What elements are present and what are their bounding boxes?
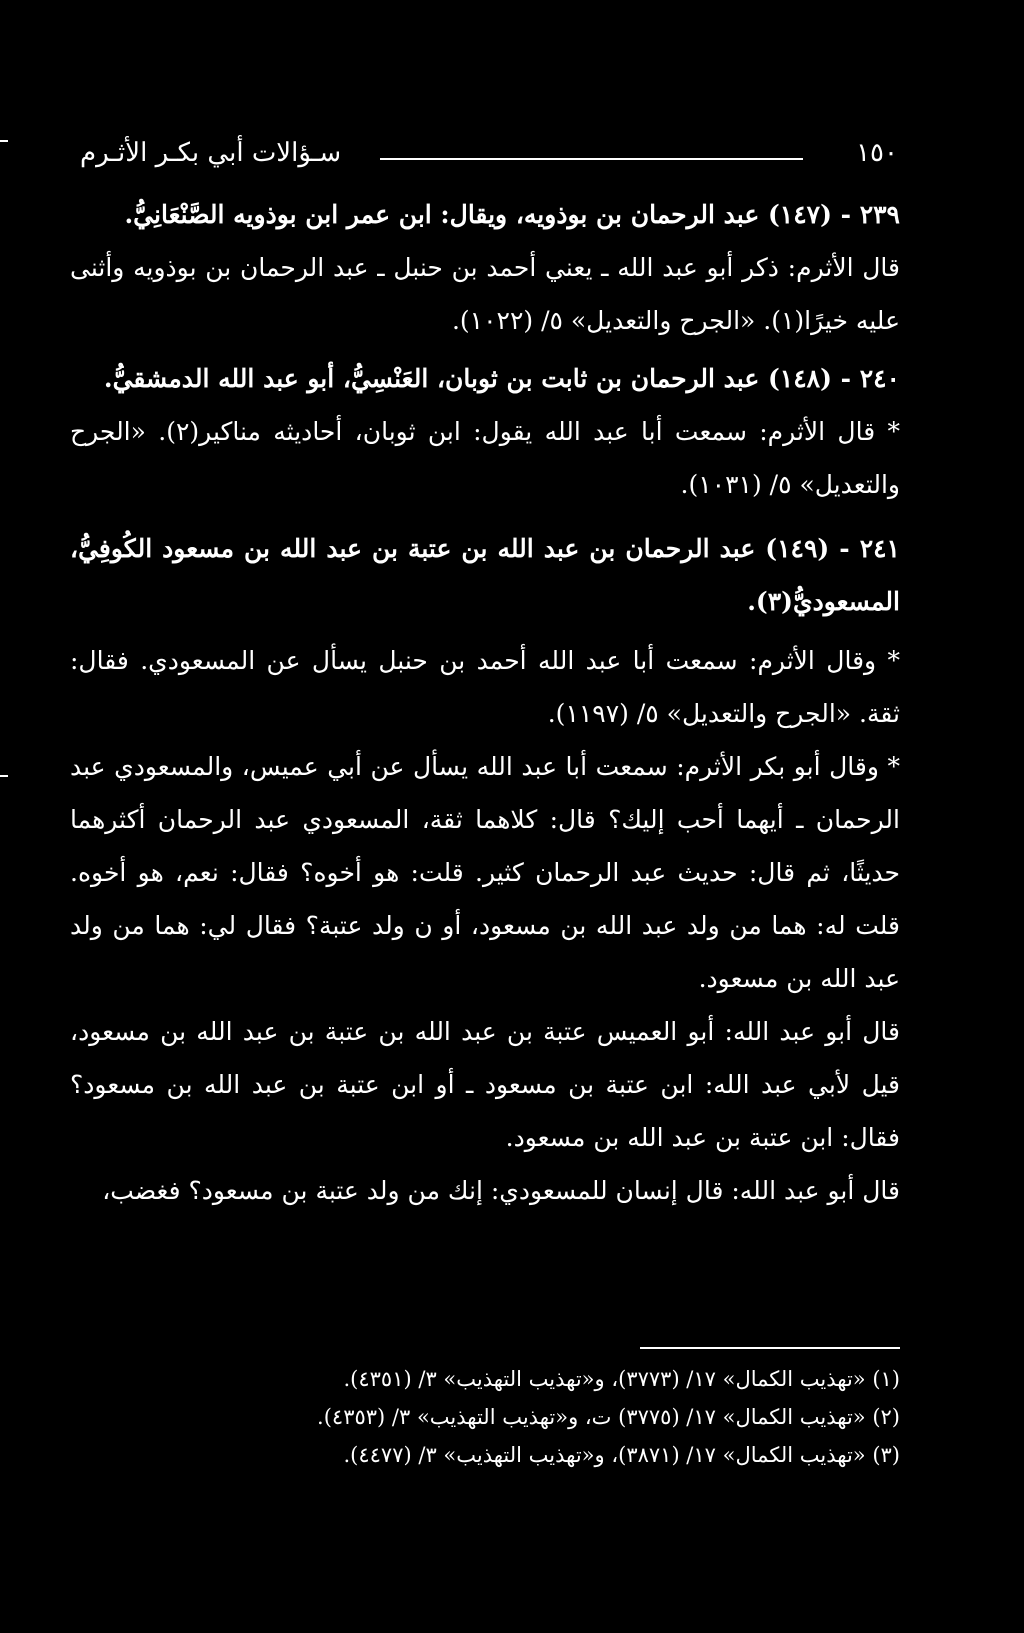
footnotes — [250, 1360, 900, 1474]
entry-heading: ٢٤٠ - (١٤٨) عبد الرحمان بن ثابت بن ثوبان، العَنْسِيُّ، أبو عبد الله الدمشقيُّ. — [103, 364, 900, 393]
entry-paragraph: * وقال الأثرم: سمعت أبا عبد الله أحمد بن حنبل يسأل عن المسعودي. فقال: ثقة. «الجرح والتعديل» ٥/ (١١٩٧). — [70, 646, 900, 728]
running-header — [80, 138, 898, 182]
footnote: (٣) «تهذيب الكمال» ١٧/ (٣٨٧١)، و«تهذيب التهذيب» ٣/ (٤٤٧٧). — [343, 1443, 900, 1467]
entry-paragraph: قال أبو عبد الله: قال إنسان للمسعودي: إنك من ولد عتبة بن مسعود؟ فغضب، — [102, 1176, 900, 1205]
entry-paragraph: * قال الأثرم: سمعت أبا عبد الله يقول: ابن ثوبان، أحاديثه مناكير(٢). «الجرح والتعديل» ٥/ (١٠٣١). — [70, 417, 900, 499]
page-edge-mark — [0, 140, 8, 142]
footnote-separator — [640, 1347, 900, 1349]
entry-heading: ٢٤١ - (١٤٩) عبد الرحمان بن عبد الله بن عتبة بن عبد الله بن مسعود الكُوفِيُّ، المسعوديُّ(٣). — [70, 534, 900, 616]
entry-paragraph: قال الأثرم: ذكر أبو عبد الله ـ يعني أحمد بن حنبل ـ عبد الرحمان بن بوذويه وأثنى عليه خيرًا(١). «الجرح والتعديل» ٥/ (١٠٢٢). — [70, 253, 900, 335]
entry-241 — [70, 522, 900, 1217]
entry-239 — [70, 188, 900, 347]
entry-paragraph: قال أبو عبد الله: أبو العميس عتبة بن عبد الله بن عتبة بن عبد الله بن مسعود، قيل لأبي عبد الله: ابن عتبة بن مسعود ـ أو ابن عتبة بن عبد الله بن مسعود؟ فقال: ابن عتبة بن عبد الله بن مسعود. — [70, 1017, 900, 1152]
page-number: ١٥٠ — [856, 138, 898, 168]
entry-240 — [70, 352, 900, 511]
page-edge-mark — [0, 775, 8, 777]
entry-paragraph: * وقال أبو بكر الأثرم: سمعت أبا عبد الله يسأل عن أبي عميس، والمسعودي عبد الرحمان ـ أيهما أحب إليك؟ قال: كلاهما ثقة، المسعودي عبد الرحمان أكثرهما حديثًا، ثم قال: حديث عبد الرحمان كثير. قلت: هو أخوه؟ فقال: نعم، هو أخوه. قلت له: هما من ولد عبد الله بن مسعود، أو ن ولد عتبة؟ فقال لي: هما من ولد عبد الله بن مسعود. — [70, 752, 900, 993]
header-rule — [380, 158, 803, 160]
footnote: (١) «تهذيب الكمال» ١٧/ (٣٧٧٣)، و«تهذيب التهذيب» ٣/ (٤٣٥١). — [343, 1367, 900, 1391]
entry-heading: ٢٣٩ - (١٤٧) عبد الرحمان بن بوذويه، ويقال: ابن عمر ابن بوذويه الصَّنْعَانِيُّ. — [124, 200, 900, 229]
footnote: (٢) «تهذيب الكمال» ١٧/ (٣٧٧٥) ت، و«تهذيب التهذيب» ٣/ (٤٣٥٣). — [317, 1405, 900, 1429]
header-title: سـؤالات أبي بكـر الأثـرم — [80, 138, 342, 168]
